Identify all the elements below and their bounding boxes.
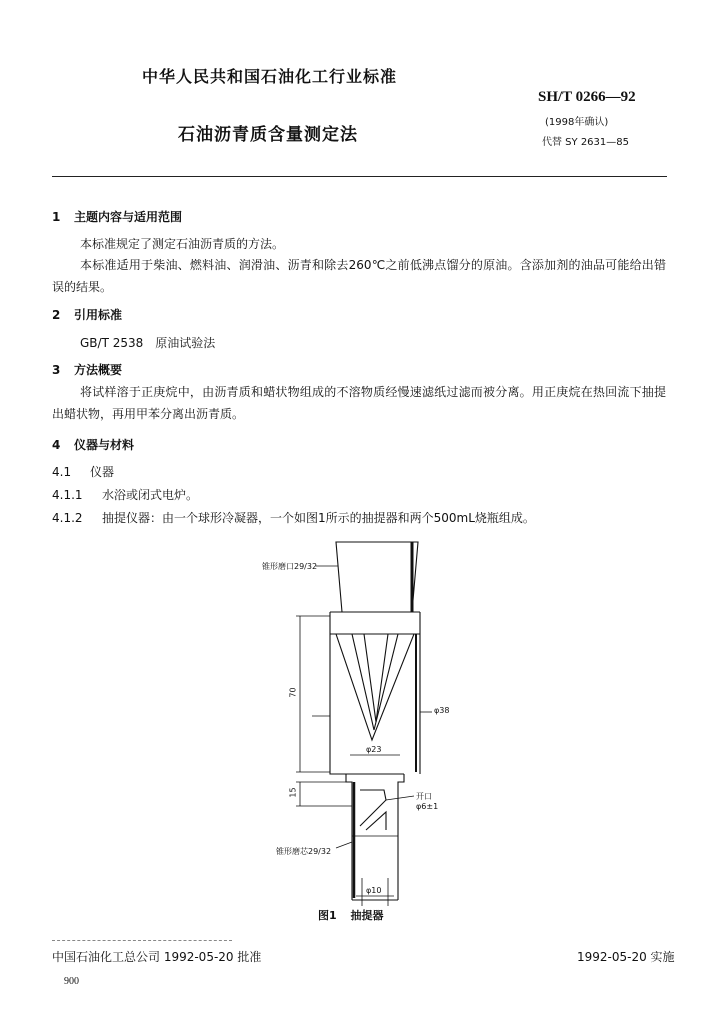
confirmation-note: (1998年确认) — [545, 117, 609, 128]
section-1-para-2: 本标准适用于柴油、燃料油、润滑油、沥青和除去260℃之前低沸点馏分的原油。含添加剂的油品可能给出错误的结果。 — [52, 258, 666, 294]
opening-label: 开口 — [416, 792, 432, 801]
dim-height-main-label: 70 — [288, 687, 298, 698]
section-number: 1 — [52, 210, 61, 224]
section-title: 方法概要 — [74, 363, 123, 377]
page-number: 900 — [64, 976, 79, 987]
section-number: 4 — [52, 438, 61, 452]
replaces-note: 代替 SY 2631—85 — [542, 137, 629, 148]
subsection-number: 4.1.1 — [52, 488, 83, 502]
document-title: 石油沥青质含量测定法 — [178, 125, 358, 145]
footer-rule-left — [52, 940, 232, 941]
top-joint-shape — [336, 542, 418, 612]
section-2-para-1: GB/T 2538 原油试验法 — [80, 336, 216, 350]
section-title: 引用标准 — [74, 308, 123, 322]
subsection-number: 4.1.2 — [52, 511, 83, 525]
subsection-number: 4.1 — [52, 465, 72, 479]
inner-diameter-label: φ23 — [366, 745, 382, 754]
top-joint-label: 锥形磨口29/32 — [262, 562, 318, 571]
dim-height-lower-label: 15 — [288, 787, 298, 798]
section-number: 3 — [52, 363, 61, 377]
subsection-text: 抽提仪器：由一个球形冷凝器，一个如图1所示的抽提器和两个500mL烧瓶组成。 — [102, 511, 535, 525]
section-title: 仪器与材料 — [74, 438, 135, 452]
bottom-joint-label: 锥形磨芯29/32 — [276, 847, 332, 856]
caption-number: 图1 — [318, 909, 337, 922]
standard-code: SH/T 0266—92 — [538, 89, 636, 105]
caption-text: 抽提器 — [350, 909, 384, 922]
opening-diameter-label: φ6±1 — [416, 802, 439, 811]
footer-issuer: 中国石油化工总公司 1992-05-20 批准 — [52, 950, 262, 964]
side-opening-lower — [366, 812, 386, 830]
bottom-joint-leader — [336, 842, 352, 848]
subsection-text: 仪器 — [90, 465, 115, 479]
section-1-para-1: 本标准规定了测定石油沥青质的方法。 — [80, 237, 285, 251]
stem-diameter-label: φ10 — [366, 886, 382, 895]
section-title: 主题内容与适用范围 — [74, 210, 183, 224]
subsection-text: 水浴或闭式电炉。 — [102, 488, 199, 502]
section-3-para-1: 将试样溶于正庚烷中，由沥青质和蜡状物组成的不溶物质经慢速滤纸过滤而被分离。用正庚烷在热回流下抽提出蜡状物，再用甲苯分离出沥青质。 — [52, 385, 666, 421]
outer-diameter-label: φ38 — [434, 706, 450, 715]
section-number: 2 — [52, 308, 61, 322]
side-opening-tube — [360, 790, 386, 826]
footer-effective-date: 1992-05-20 实施 — [577, 950, 675, 964]
opening-leader — [386, 796, 414, 800]
figure-caption — [318, 907, 384, 923]
org-title: 中华人民共和国石油化工行业标准 — [142, 67, 398, 86]
